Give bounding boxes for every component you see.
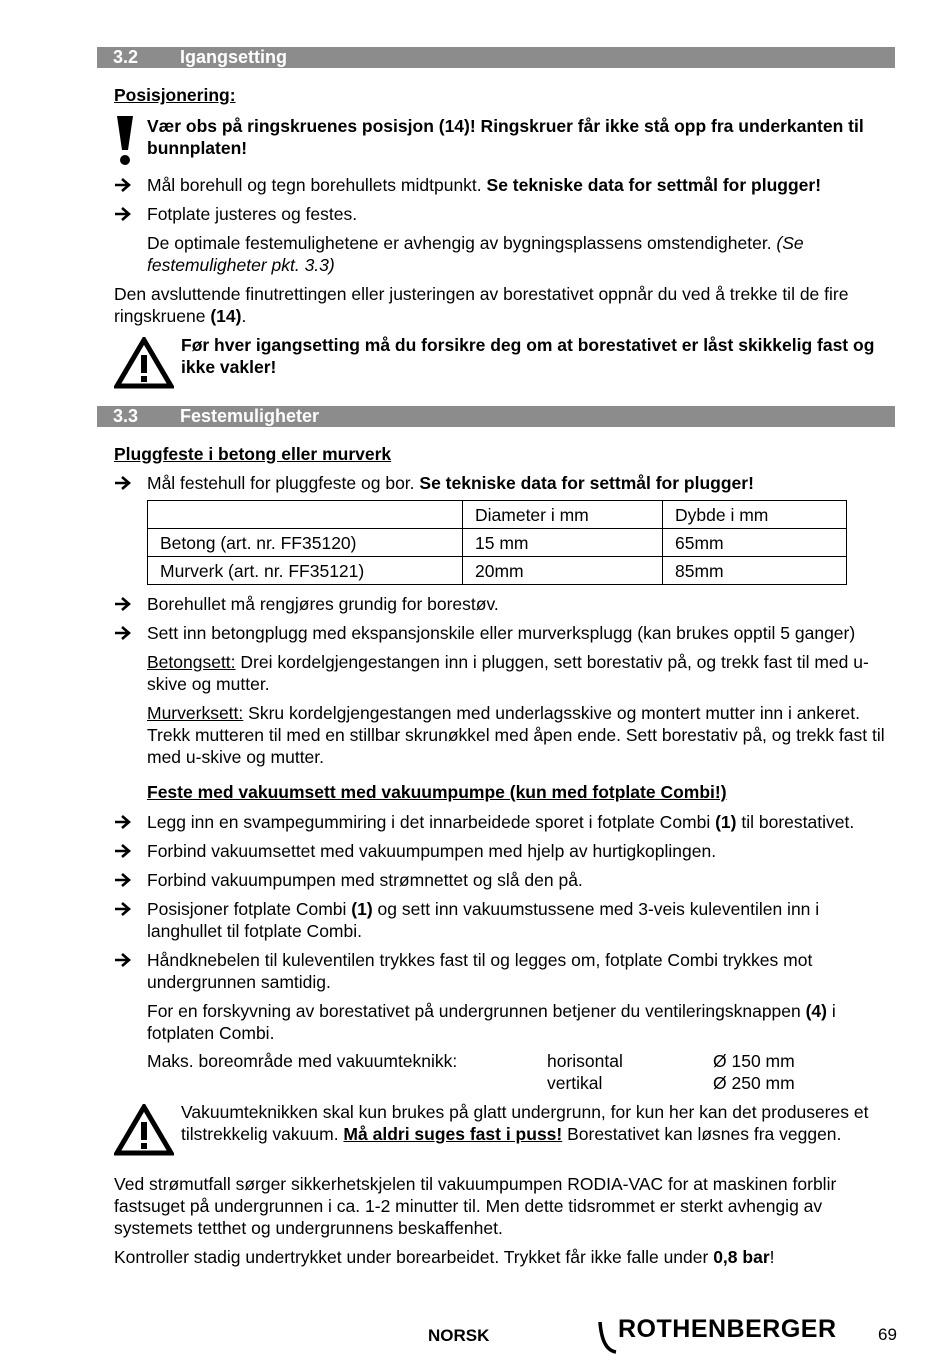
bullet-connect-power: Forbind vakuumpumpen med strømnettet og slå den på. bbox=[147, 870, 583, 890]
plug-dimensions-table bbox=[147, 500, 847, 585]
footer-language: NORSK bbox=[428, 1326, 490, 1345]
plug-heading: Pluggfeste i betong eller murverk bbox=[114, 444, 392, 464]
bullet-connect-vacuum: Forbind vakuumsettet med vakuumpumpen med hjelp av hurtigkoplingen. bbox=[147, 841, 717, 861]
control-paragraph: Kontroller stadig undertrykket under borearbeidet. Trykket får ikke falle under 0,8 bar! bbox=[114, 1247, 775, 1267]
arrow-right-icon bbox=[114, 593, 136, 615]
table-cell: 65mm bbox=[663, 529, 847, 557]
bullet-position-baseplate: Posisjoner fotplate Combi (1) og sett inn vakuumstussene med 3-veis kuleventilen inn i langhullet til fotplate Combi. bbox=[147, 899, 820, 941]
bullet-sponge-ring: Legg inn en svampegummiring i det innarbeidede sporet i fotplate Combi (1) til borestativet. bbox=[147, 812, 855, 832]
arrow-right-icon bbox=[114, 840, 136, 862]
brand-logo-icon bbox=[596, 1320, 618, 1361]
arrow-right-icon bbox=[114, 174, 136, 196]
bullet-measure-holes: Mål borehull og tegn borehullets midtpunkt. Se tekniske data for settmål for plugger! bbox=[147, 175, 822, 195]
section-title: Igangsetting bbox=[180, 47, 287, 67]
max-horizontal-value: Ø 150 mm bbox=[713, 1051, 795, 1071]
section-title: Festemuligheter bbox=[180, 406, 320, 426]
table-cell: 15 mm bbox=[463, 529, 663, 557]
table-row bbox=[148, 557, 847, 585]
positioning-note: De optimale festemulighetene er avhengig av bygningsplassens omstendigheter. (Se festemuligheter pkt. 3.3) bbox=[147, 233, 804, 275]
max-vertical-label: vertikal bbox=[547, 1073, 603, 1093]
table-cell: 85mm bbox=[663, 557, 847, 585]
arrow-right-icon bbox=[114, 622, 136, 644]
max-area-label: Maks. boreområde med vakuumteknikk: bbox=[147, 1051, 458, 1071]
arrow-right-icon bbox=[114, 869, 136, 891]
table-header-cell: Diameter i mm bbox=[463, 501, 663, 529]
max-horizontal-label: horisontal bbox=[547, 1051, 623, 1071]
arrow-right-icon bbox=[114, 949, 136, 971]
vacuum-heading: Feste med vakuumsett med vakuumpumpe (kun med fotplate Combi!) bbox=[147, 782, 727, 802]
bullet-baseplate: Fotplate justeres og festes. bbox=[147, 204, 358, 224]
positioning-paragraph: Den avsluttende finutrettingen eller justeringen av borestativet oppnår du ved å trekke til de fire ringskruene (14). bbox=[114, 284, 849, 326]
betong-set-text: Betongsett: Drei kordelgjengestangen inn i pluggen, sett borestativ på, og trekk fast til med u-skive og mutter. bbox=[147, 652, 869, 694]
page-number: 69 bbox=[878, 1325, 897, 1344]
vacuum-caution: Vakuumteknikken skal kun brukes på glatt undergrunn, for kun her kan det produseres et tilstrekkelig vakuum. Må aldri suges fast i puss! Borestativet kan løsnes fra veggen. bbox=[181, 1102, 869, 1144]
max-vertical-value: Ø 250 mm bbox=[713, 1073, 795, 1093]
table-cell: Murverk (art. nr. FF35121) bbox=[148, 557, 463, 585]
bullet-measure-plug: Mål festehull for pluggfeste og bor. Se tekniske data for settmål for plugger! bbox=[147, 473, 754, 493]
table-cell: Betong (art. nr. FF35120) bbox=[148, 529, 463, 557]
exclamation-icon bbox=[114, 116, 136, 171]
table-header-cell bbox=[148, 501, 463, 529]
warning-triangle-icon bbox=[114, 337, 174, 394]
bullet-handle: Håndknebelen til kuleventilen trykkes fast til og legges om, fotplate Combi trykkes mot undergrunnen samtidig. bbox=[147, 950, 813, 992]
arrow-right-icon bbox=[114, 898, 136, 920]
positioning-warning: Vær obs på ringskruenes posisjon (14)! Ringskruer får ikke stå opp fra underkanten til bunnplaten! bbox=[147, 116, 864, 158]
section-header-3-3 bbox=[97, 406, 895, 427]
table-cell: 20mm bbox=[463, 557, 663, 585]
section-number: 3.3 bbox=[113, 406, 139, 426]
footer-brand: ROTHENBERGER bbox=[618, 1315, 837, 1343]
warning-triangle-icon bbox=[114, 1104, 174, 1161]
table-row bbox=[148, 529, 847, 557]
arrow-right-icon bbox=[114, 472, 136, 494]
bullet-insert-plug: Sett inn betongplugg med ekspansjonskile eller murverksplugg (kan brukes opptil 5 ganger) bbox=[147, 623, 856, 643]
caution-before-start: Før hver igangsetting må du forsikre deg om at borestativet er låst skikkelig fast og ikke vakler! bbox=[181, 335, 875, 377]
bullet-clean-hole: Borehullet må rengjøres grundig for borestøv. bbox=[147, 594, 499, 614]
power-failure-paragraph: Ved strømutfall sørger sikkerhetskjelen til vakuumpumpen RODIA-VAC for at maskinen forblir fastsuget på undergrunnen i ca. 1-2 minutter til. Men dette tidsrommet er sterkt avhengig av systemets tetthet og undergrunnens beskaffenhet. bbox=[114, 1174, 837, 1238]
arrow-right-icon bbox=[114, 203, 136, 225]
section-header-3-2 bbox=[97, 47, 895, 68]
shift-text: For en forskyvning av borestativet på undergrunnen betjener du ventileringsknappen (4) i fotplaten Combi. bbox=[147, 1001, 836, 1043]
positioning-heading: Posisjonering: bbox=[114, 85, 236, 105]
table-header-row bbox=[148, 501, 847, 529]
section-number: 3.2 bbox=[113, 47, 139, 67]
murverk-set-text: Murverksett: Skru kordelgjengestangen med underlagsskive og montert mutter inn i ankeret. Trekk mutteren til med en stillbar skrunøkkel med åpen ende. Sett borestativ på, og trekk fast til med u-skive og mutter. bbox=[147, 703, 885, 767]
arrow-right-icon bbox=[114, 811, 136, 833]
table-header-cell: Dybde i mm bbox=[663, 501, 847, 529]
